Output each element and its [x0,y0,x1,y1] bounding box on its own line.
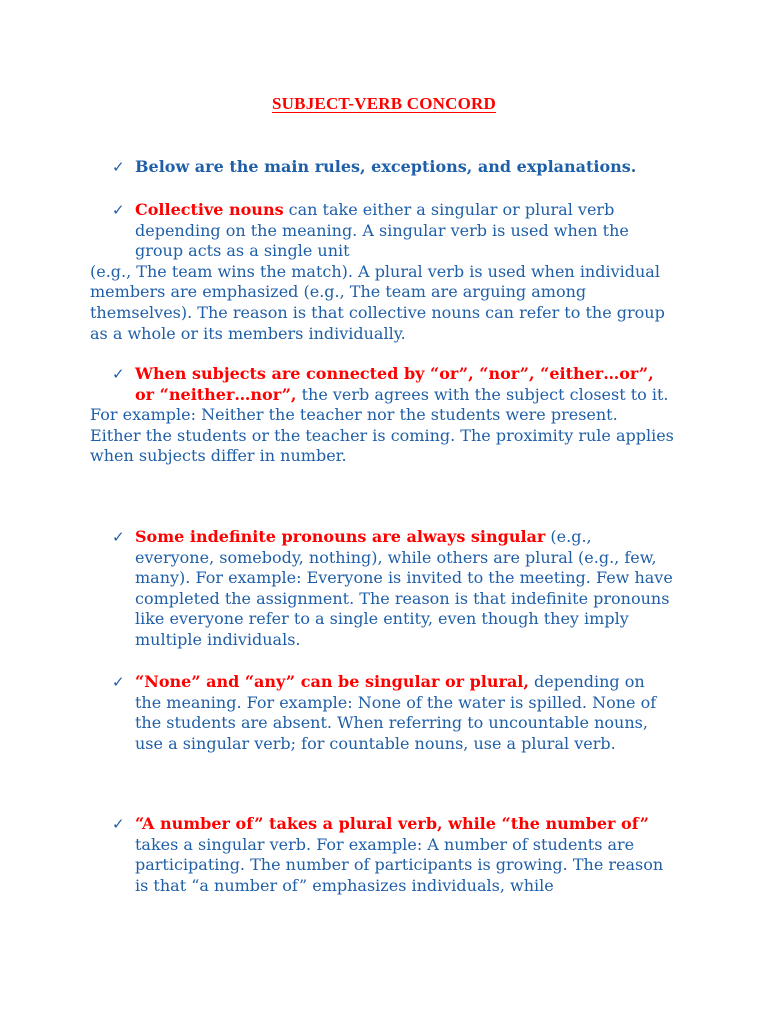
rule-body: takes a singular verb. For example: A number of students are participating. The number of participants is growing. The reason is that “a number of” emphasizes individuals, while [135,834,664,895]
rule-lead: When subjects are connected by “or”, “nor”, “either…or”, or “neither…nor”, [135,364,654,404]
rule-body: can take either a singular or plural verb depending on the meaning. A singular verb is used when the group acts as a single unit [135,200,629,261]
checkmark-icon: ✓ [112,158,125,176]
rule-lead: “None” and “any” can be singular or plural, [135,672,529,691]
rule-lead: Some indefinite pronouns are always singular [135,527,546,546]
rule-lead: Collective nouns [135,200,284,219]
rule-body-flush: For example: Neither the teacher nor the students were present. [90,405,618,425]
rule-or-nor [90,364,680,467]
checkmark-icon: ✓ [112,365,125,383]
rule-body-flush-2: Either the students or the teacher is coming. The proximity rule applies when subjects differ in number. [90,425,674,466]
rule-lead: “A number of” takes a plural verb, while “the number of” [135,814,649,833]
rule-a-number-of [90,814,680,896]
rule-collective-nouns [90,200,680,344]
rule-body: depending on the meaning. For example: None of the water is spilled. None of the students are absent. When referring to uncountable nouns, use a singular verb; for countable nouns, use a plural verb. [135,672,657,753]
intro-bullet [90,157,680,178]
checkmark-icon: ✓ [112,201,125,219]
checkmark-icon: ✓ [112,815,125,833]
rule-none-any [90,672,680,754]
intro-text: Below are the main rules, exceptions, and explanations. [135,157,637,176]
rule-body: the verb agrees with the subject closest to it. [296,384,669,404]
rule-indefinite-pronouns [90,527,680,651]
rule-body-flush: (e.g., The team wins the match). A plural verb is used when individual members are emphasized (e.g., The team are arguing among themselves). The reason is that collective nouns can refer to the group as a whole or its members individually. [90,261,665,343]
checkmark-icon: ✓ [112,673,125,691]
page-title: SUBJECT-VERB CONCORD [272,94,496,113]
rule-body: (e.g., everyone, somebody, nothing), while others are plural (e.g., few, many). For example: Everyone is invited to the meeting. Few have completed the assignment. The reason is that indefinite pronouns like everyone refer to a single entity, even though they imply multiple individuals. [135,527,673,649]
checkmark-icon: ✓ [112,528,125,546]
